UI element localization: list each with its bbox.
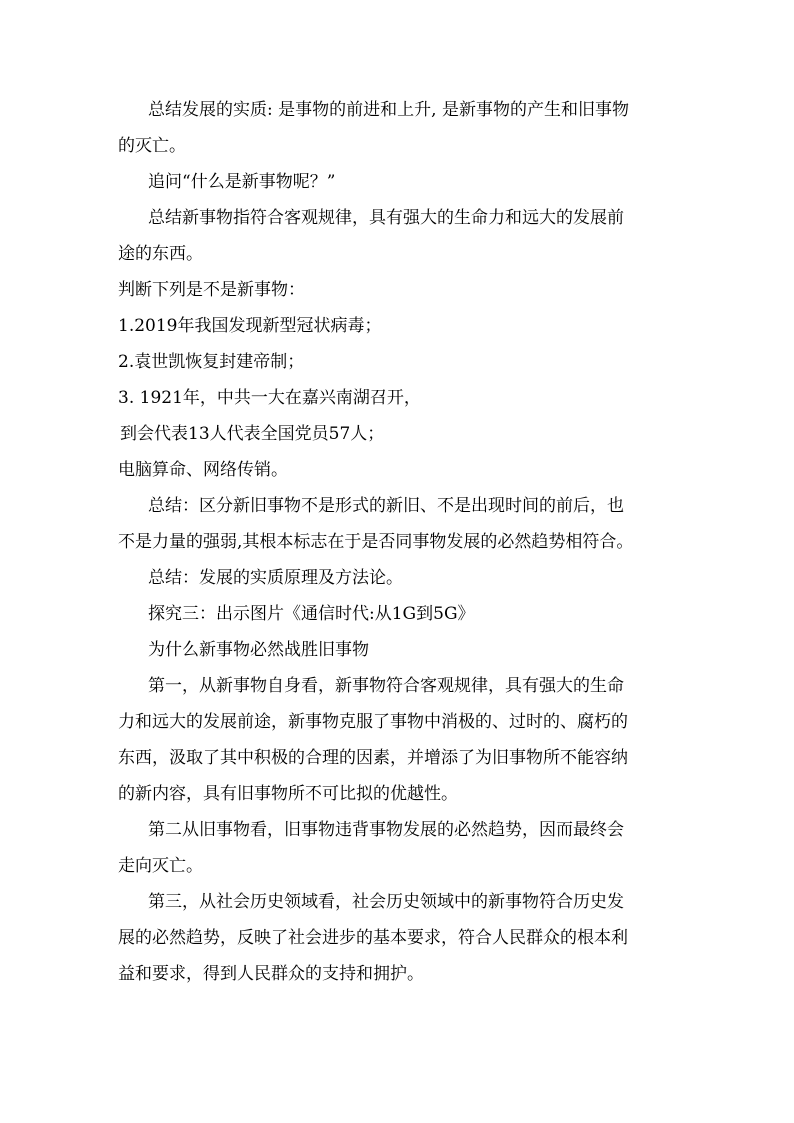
paragraph-inquiry-three bbox=[118, 596, 684, 632]
text-line: 为什么新事物必然战胜旧事物 bbox=[148, 640, 369, 660]
text-line: 2.袁世凯恢复封建帝制； bbox=[118, 352, 305, 372]
text-line: 判断下列是不是新事物： bbox=[118, 280, 305, 300]
paragraph-summary-distinction bbox=[118, 488, 684, 560]
text-line: 第三，从社会历史领域看，社会历史领域中的新事物符合历史发 bbox=[148, 892, 624, 912]
text-line: 东西，汲取了其中积极的合理的因素，并增添了为旧事物所不能容纳 bbox=[118, 748, 628, 768]
list-item-3-continued bbox=[118, 416, 684, 452]
text-line: 3. 1921年，中共一大在嘉兴南湖召开， bbox=[118, 388, 421, 408]
text-line: 的新内容，具有旧事物所不可比拟的优越性。 bbox=[118, 784, 458, 804]
text-line: 走向灭亡。 bbox=[118, 856, 203, 876]
paragraph-why-heading bbox=[118, 632, 684, 668]
text-line: 总结新事物指符合客观规律，具有强大的生命力和远大的发展前 bbox=[148, 208, 624, 228]
paragraph-reason-one bbox=[118, 668, 684, 812]
paragraph-judge-prompt bbox=[118, 272, 684, 308]
list-item-2 bbox=[118, 344, 684, 380]
paragraph-question bbox=[118, 164, 684, 200]
text-line: 总结：发展的实质原理及方法论。 bbox=[148, 568, 403, 588]
text-line: 展的必然趋势，反映了社会进步的基本要求，符合人民群众的根本利 bbox=[118, 928, 628, 948]
paragraph-new-thing-definition bbox=[118, 200, 684, 272]
text-line: 探究三：出示图片《通信时代:从1G到5G》 bbox=[148, 604, 475, 624]
text-line: 益和要求，得到人民群众的支持和拥护。 bbox=[118, 964, 424, 984]
text-line: 电脑算命、网络传销。 bbox=[118, 460, 288, 480]
paragraph-summary-principle bbox=[118, 560, 684, 596]
text-line: 总结发展的实质: 是事物的前进和上升, 是新事物的产生和旧事物 bbox=[148, 100, 629, 120]
text-line: 1.2019年我国发现新型冠状病毒； bbox=[118, 316, 382, 336]
text-line: 力和远大的发展前途，新事物克服了事物中消极的、过时的、腐朽的 bbox=[118, 712, 628, 732]
text-line: 的灭亡。 bbox=[118, 136, 186, 156]
text-line: 第一，从新事物自身看，新事物符合客观规律，具有强大的生命 bbox=[148, 676, 624, 696]
text-line: 途的东西。 bbox=[118, 244, 203, 264]
list-item-3 bbox=[118, 380, 684, 416]
text-line: 到会代表13人代表全国党员57人； bbox=[120, 424, 385, 444]
paragraph-essence-of-development bbox=[118, 92, 684, 164]
text-line: 第二从旧事物看，旧事物违背事物发展的必然趋势，因而最终会 bbox=[148, 820, 624, 840]
list-item-1 bbox=[118, 308, 684, 344]
text-line: 追问“什么是新事物呢？” bbox=[148, 172, 336, 192]
paragraph-reason-two bbox=[118, 812, 684, 884]
text-line: 不是力量的强弱,其根本标志在于是否同事物发展的必然趋势相符合。 bbox=[118, 532, 634, 552]
list-item-4 bbox=[118, 452, 684, 488]
paragraph-reason-three bbox=[118, 884, 684, 992]
text-line: 总结：区分新旧事物不是形式的新旧、不是出现时间的前后，也 bbox=[148, 496, 624, 516]
